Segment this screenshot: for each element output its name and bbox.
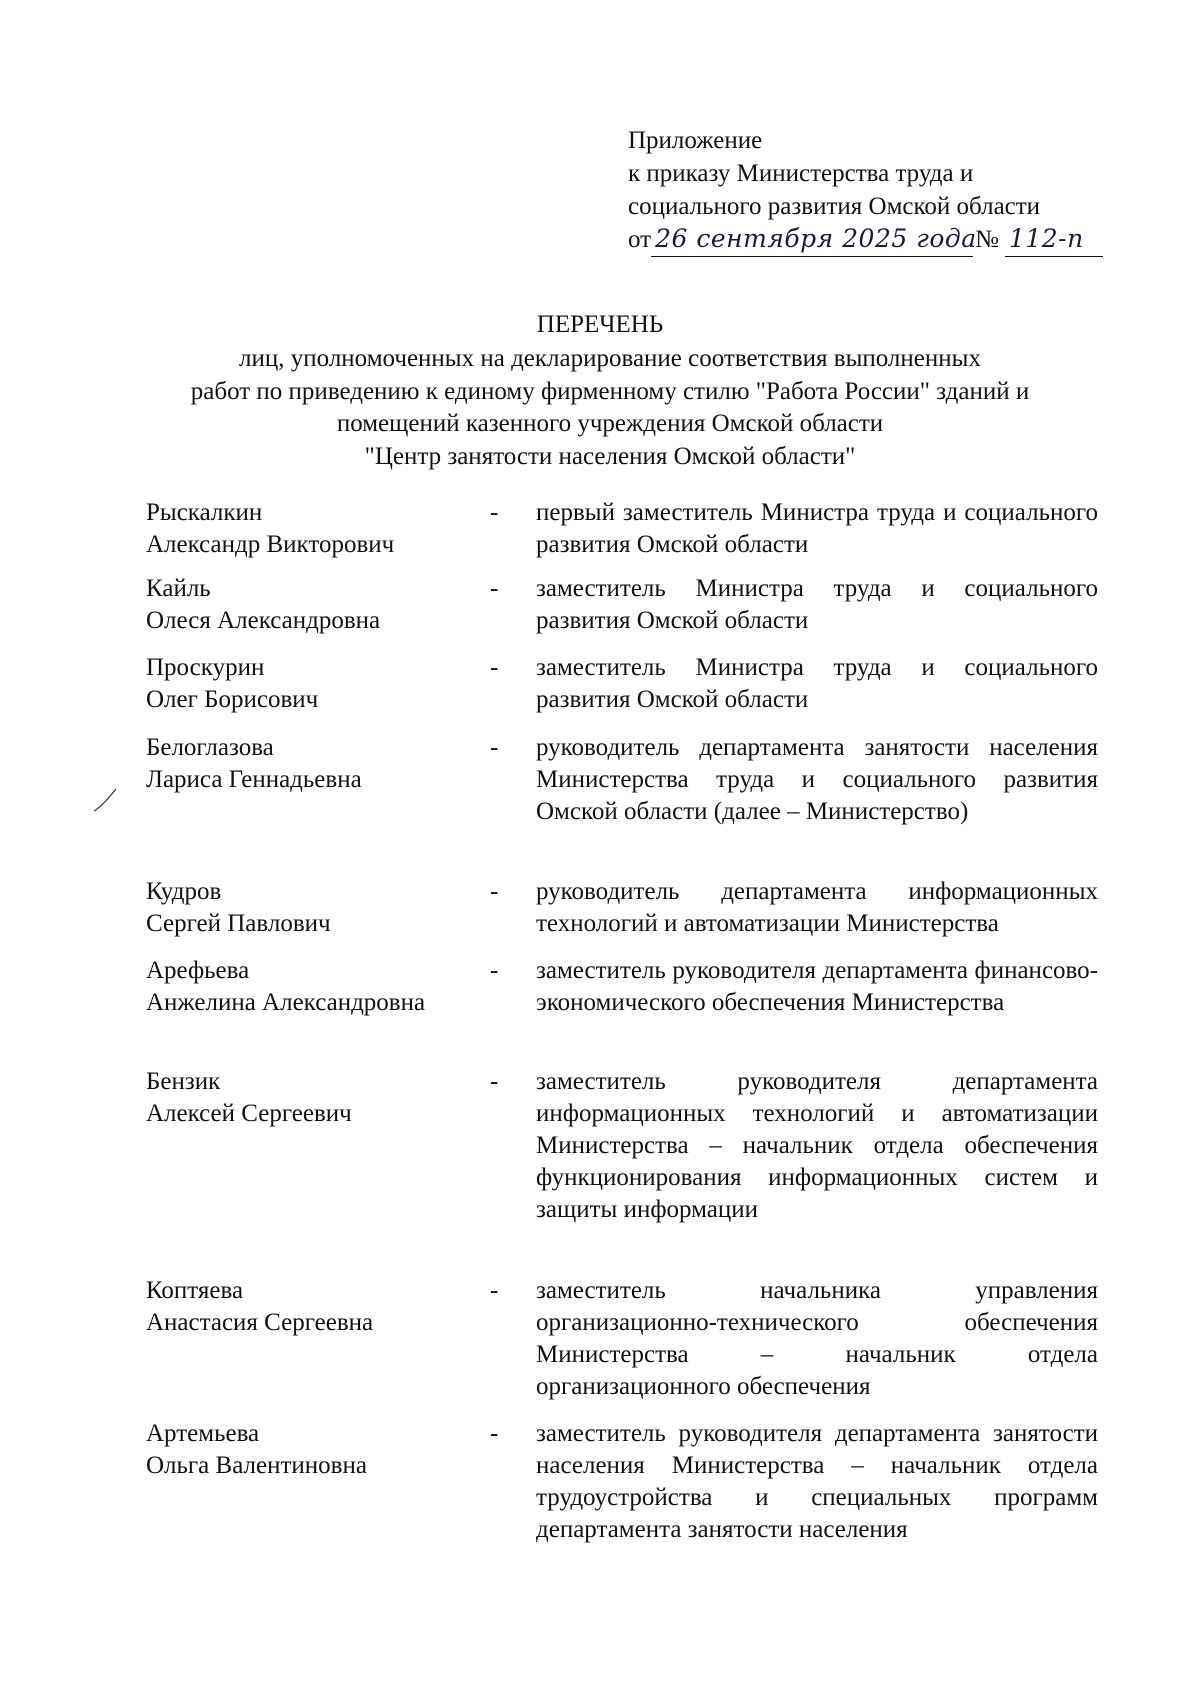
pen-tick-mark [92, 787, 118, 813]
person-given-names: Сергей Павлович [146, 910, 331, 937]
person-given-names: Олег Борисович [146, 686, 319, 713]
entry-dash: - [490, 734, 499, 761]
person-name [146, 1066, 476, 1130]
person-position: заместитель руководителя департамента занятости населения Министерства – начальник отдела трудоустройства и специальных программ департамента занятости населения [536, 1420, 1098, 1543]
person-position: первый заместитель Министра труда и социального развития Омской области [536, 499, 1098, 558]
person-given-names: Анастасия Сергеевна [146, 1309, 374, 1336]
document-title: ПЕРЕЧЕНЬ [536, 311, 664, 338]
person-name [146, 497, 476, 561]
entry-dash: - [490, 878, 499, 905]
person-given-names: Олеся Александровна [146, 607, 381, 634]
person-given-names: Александр Викторович [146, 531, 395, 558]
person-surname: Проскурин [146, 654, 265, 681]
person-surname: Арефьева [146, 957, 250, 984]
person-position: руководитель департамента информационных технологий и автоматизации Министерства [536, 878, 1098, 937]
subtitle-line: "Центр занятости населения Омской области" [364, 442, 856, 470]
person-position: заместитель Министра труда и социального развития Омской области [536, 575, 1098, 634]
person-position: заместитель начальника управления организационно-технического обеспечения Министерства – начальник отдела организационного обеспечения [536, 1277, 1098, 1400]
subtitle-line: работ по приведению к единому фирменному стилю "Работа России" зданий и [190, 377, 1030, 405]
person-name [146, 876, 476, 940]
person-surname: Белоглазова [146, 734, 274, 761]
subtitle-line: лиц, уполномоченных на декларирование соответствия выполненных [239, 345, 981, 372]
person-name [146, 732, 476, 796]
entry-dash: - [490, 1277, 499, 1304]
subtitle-line: помещений казенного учреждения Омской области [336, 410, 884, 437]
person-surname: Бензик [146, 1068, 221, 1095]
person-position: руководитель департамента занятости населения Министерства труда и социального развития Омской области (далее – Министерство) [536, 734, 1098, 825]
entry-dash: - [490, 575, 499, 602]
entry-dash: - [490, 1068, 499, 1095]
number-label: № [975, 226, 999, 253]
appendix-order-ref: к приказу Министерства труда и [628, 160, 974, 187]
appendix-label: Приложение [628, 127, 763, 154]
person-surname: Коптяева [146, 1277, 244, 1304]
person-given-names: Ольга Валентиновна [146, 1452, 367, 1479]
person-surname: Рыскалкин [146, 499, 263, 526]
order-date-handwritten: 26 сентября 2025 года [655, 224, 977, 253]
order-number-field [1005, 223, 1103, 257]
person-surname: Кудров [146, 878, 222, 905]
person-given-names: Лариса Геннадьевна [146, 766, 362, 793]
person-surname: Артемьева [146, 1420, 260, 1447]
document-subtitle [130, 343, 1090, 473]
order-date-number-line [628, 223, 1103, 263]
person-name [146, 955, 476, 1019]
date-prefix: от [628, 226, 652, 253]
person-position: заместитель Министра труда и социального развития Омской области [536, 654, 1098, 713]
person-given-names: Алексей Сергеевич [146, 1100, 352, 1127]
entry-dash: - [490, 1420, 499, 1447]
person-position: заместитель руководителя департамента финансово-экономического обеспечения Министерства [536, 957, 1098, 1016]
entry-dash: - [490, 654, 499, 681]
person-name [146, 1418, 476, 1482]
order-date-field [651, 223, 977, 257]
person-name [146, 573, 476, 637]
person-name [146, 1275, 476, 1339]
order-number-handwritten: 112-п [1008, 224, 1084, 253]
person-position: заместитель руководителя департамента информационных технологий и автоматизации Министерства – начальник отдела обеспечения функционирования информационных систем и защиты информации [536, 1068, 1098, 1223]
appendix-ministry: социального развития Омской области [628, 193, 1041, 220]
person-given-names: Анжелина Александровна [146, 989, 426, 1016]
person-name [146, 652, 476, 716]
entry-dash: - [490, 499, 499, 526]
appendix-header [628, 124, 1103, 263]
person-surname: Кайль [146, 575, 211, 602]
entry-dash: - [490, 957, 499, 984]
